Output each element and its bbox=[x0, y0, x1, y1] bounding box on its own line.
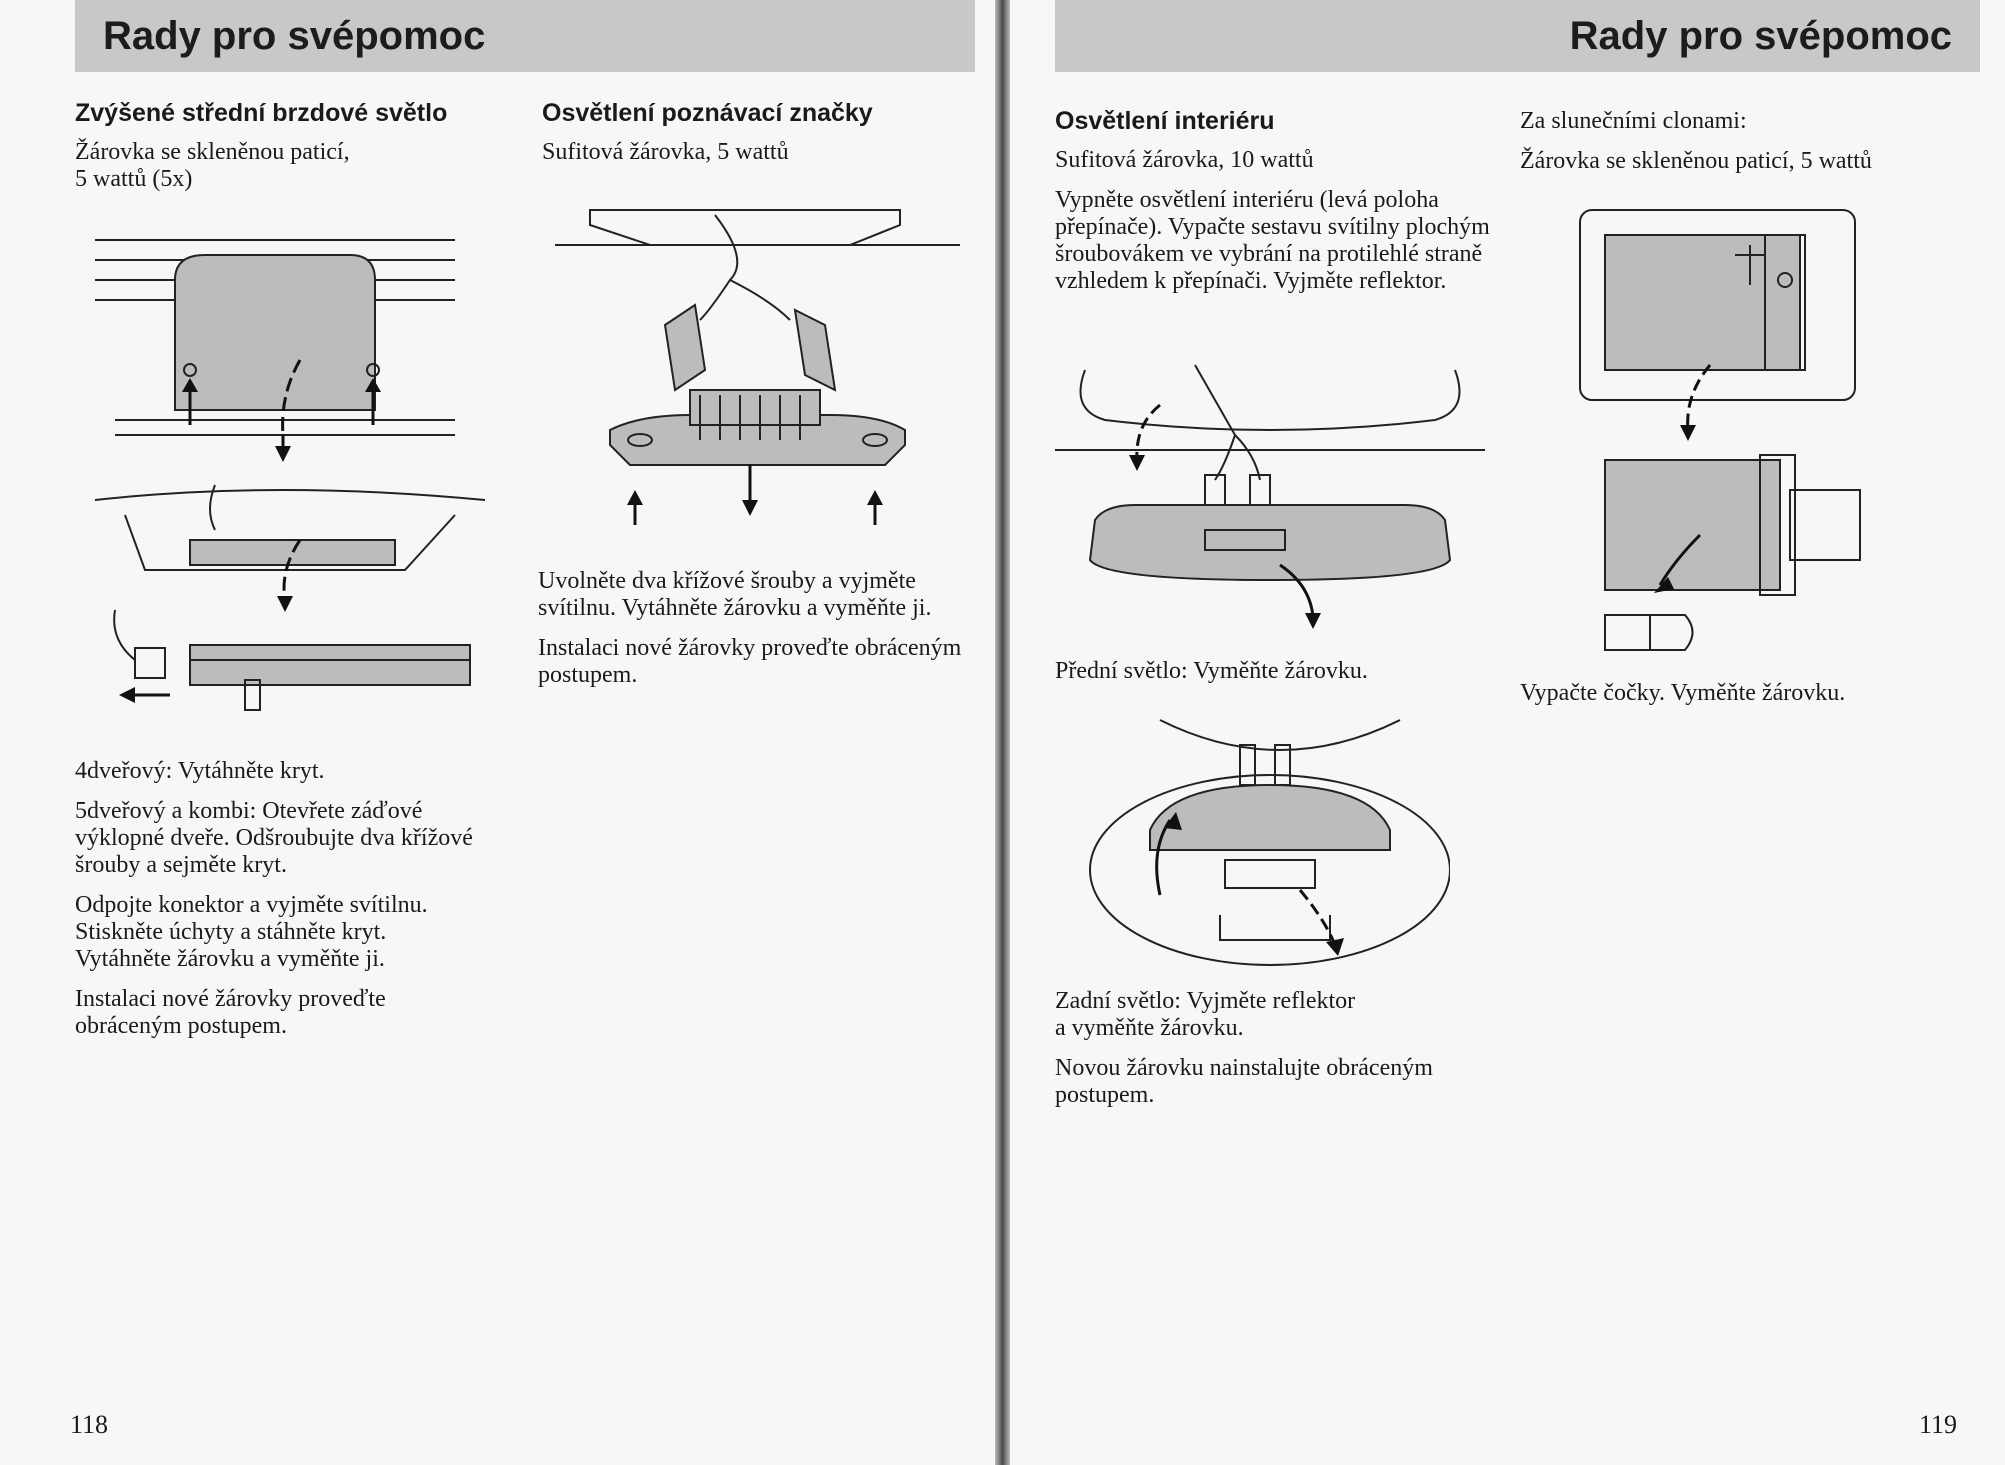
rear-light-text bbox=[1055, 988, 1495, 1122]
rear-light-caption: Zadní světlo: Vyjměte reflektor a vyměňte žárovku. bbox=[1055, 988, 1356, 1041]
license-light-section bbox=[542, 100, 972, 179]
visor-lamp-body-shape bbox=[1605, 460, 1780, 590]
brake-light-para-1: 4dveřový: Vytáhněte kryt. bbox=[75, 758, 325, 784]
brake-light-para-2: 5dveřový a kombi: Otevřete záďové výklopné dveře. Odšroubujte dva křížové šrouby a sejměte kryt. bbox=[75, 798, 473, 878]
interior-light-section bbox=[1055, 108, 1495, 308]
rear-light-diagram bbox=[1070, 710, 1450, 970]
visor-bulb-base-icon bbox=[1605, 615, 1650, 650]
front-light-caption-block bbox=[1055, 658, 1495, 698]
right-page bbox=[1010, 0, 2005, 1465]
bumper-shape bbox=[590, 210, 900, 245]
page-number-right: 119 bbox=[1918, 1410, 1957, 1439]
left-header-title: Rady pro svépomoc bbox=[103, 14, 486, 58]
brake-light-para-4: Instalaci nové žárovky proveďte obráceným postupem. bbox=[75, 986, 386, 1039]
sun-visor-caption-block bbox=[1520, 680, 1980, 720]
sun-visor-diagram bbox=[1560, 205, 1900, 665]
sun-visor-section bbox=[1520, 108, 1980, 188]
connector-icon bbox=[135, 648, 165, 678]
visor-lens-shape bbox=[1605, 235, 1800, 370]
light-housing-shape bbox=[175, 255, 375, 410]
visor-connector-shape bbox=[1790, 490, 1860, 560]
license-light-para-2: Instalaci nové žárovky proveďte obráceným postupem. bbox=[538, 635, 962, 688]
connector-right-shape bbox=[795, 310, 835, 390]
brake-light-intro: Žárovka se skleněnou paticí, 5 wattů (5x) bbox=[75, 139, 350, 192]
license-light-diagram bbox=[550, 200, 970, 550]
rear-wire-right-shape bbox=[1275, 745, 1290, 785]
interior-closing: Novou žárovku nainstalujte obráceným postupem. bbox=[1055, 1055, 1433, 1108]
interior-light-para: Vypněte osvětlení interiéru (levá poloha přepínače). Vypačte sestavu svítilny plochým šroubovákem ve vybrání na protilehlé straně vzhledem k přepínači. Vyjměte reflektor. bbox=[1055, 187, 1490, 294]
license-light-para-1: Uvolněte dva křížové šrouby a vyjměte svítilnu. Vytáhněte žárovku a vyměňte ji. bbox=[538, 568, 932, 621]
interior-light-heading: Osvětlení interiéru bbox=[1055, 107, 1275, 135]
rear-bulb-shape bbox=[1225, 860, 1315, 888]
front-lamp-housing-shape bbox=[1090, 505, 1450, 580]
book-gutter bbox=[995, 0, 1010, 1465]
page-number-left: 118 bbox=[70, 1410, 109, 1439]
connector-left-shape bbox=[665, 305, 705, 390]
left-page-header bbox=[75, 0, 975, 72]
left-page bbox=[0, 0, 995, 1465]
right-header-title: Rady pro svépomoc bbox=[1569, 14, 1952, 58]
sun-visor-line1: Za slunečními clonami: bbox=[1520, 108, 1747, 134]
light-bar-shape bbox=[190, 540, 395, 565]
license-light-intro: Sufitová žárovka, 5 wattů bbox=[542, 139, 789, 165]
brake-light-para-3: Odpojte konektor a vyjměte svítilnu. Stiskněte úchyty a stáhněte kryt. Vytáhněte žárovku a vyměňte ji. bbox=[75, 892, 428, 972]
brake-light-instructions bbox=[75, 758, 485, 1053]
front-light-caption: Přední světlo: Vyměňte žárovku. bbox=[1055, 658, 1368, 684]
sun-visor-caption: Vypačte čočky. Vyměňte žárovku. bbox=[1520, 680, 1846, 706]
license-light-heading: Osvětlení poznávací značky bbox=[542, 99, 873, 127]
brake-light-diagram bbox=[75, 210, 485, 730]
interior-light-intro: Sufitová žárovka, 10 wattů bbox=[1055, 147, 1314, 173]
sun-visor-line2: Žárovka se skleněnou paticí, 5 wattů bbox=[1520, 148, 1872, 174]
license-light-instructions bbox=[538, 568, 978, 702]
rear-wire-left-shape bbox=[1240, 745, 1255, 785]
light-strip-shape bbox=[190, 645, 470, 685]
brake-light-heading: Zvýšené střední brzdové světlo bbox=[75, 99, 448, 127]
front-light-diagram bbox=[1055, 355, 1485, 635]
brake-light-section bbox=[75, 100, 485, 206]
reflector-shape bbox=[1150, 785, 1390, 850]
right-page-header bbox=[1055, 0, 1980, 72]
